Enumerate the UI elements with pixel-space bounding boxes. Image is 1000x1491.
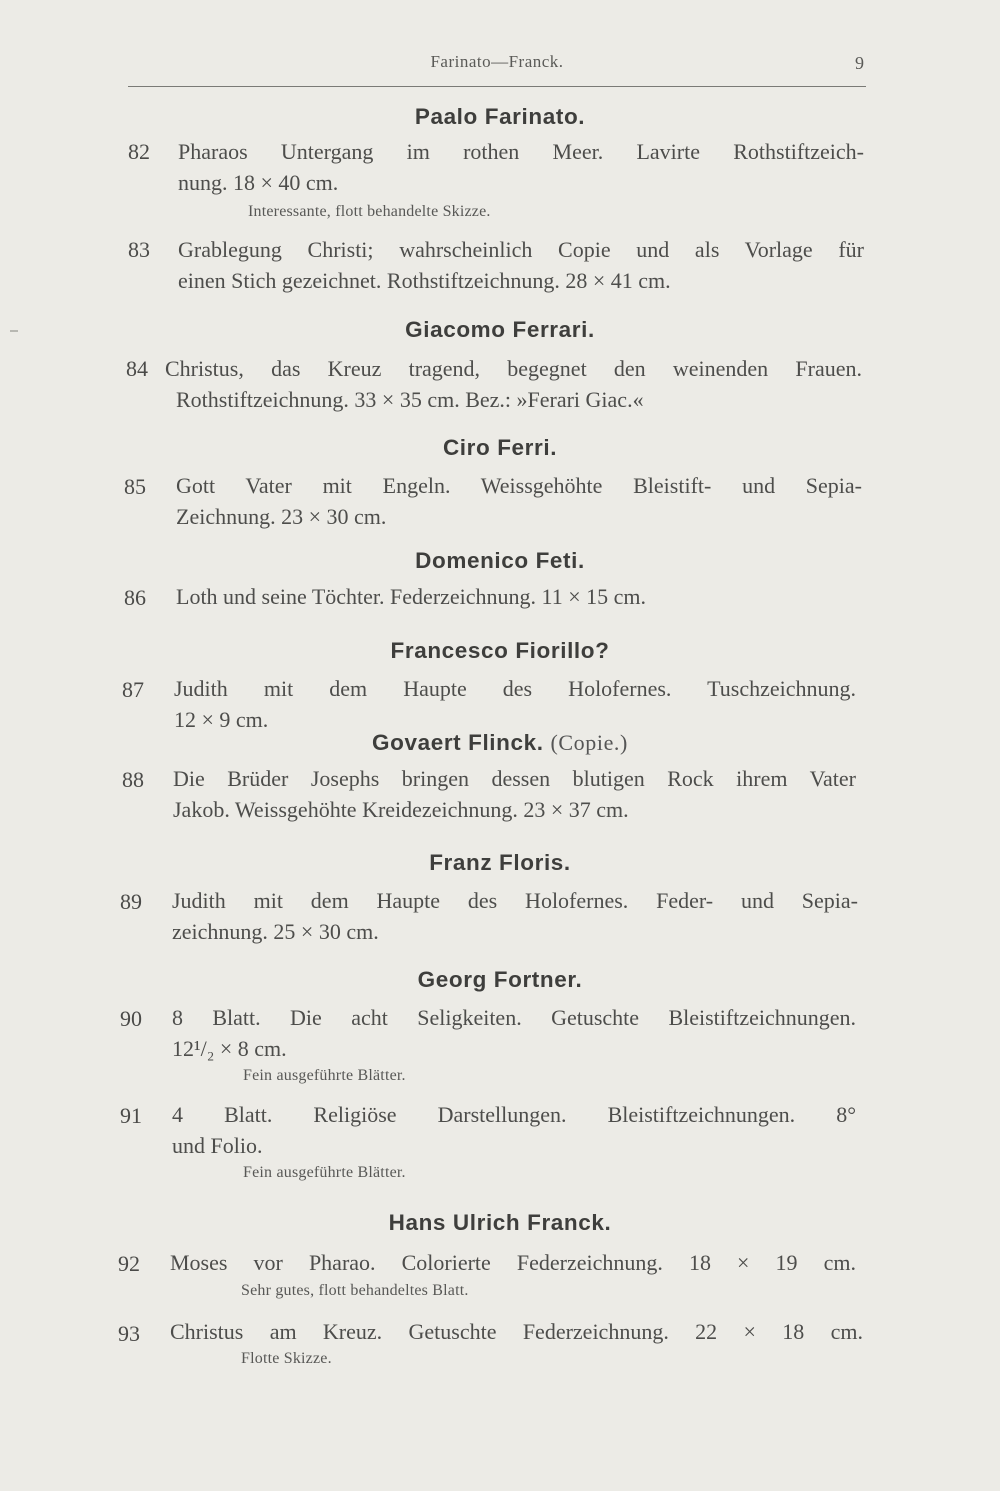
entry-text-line: Zeichnung. 23 × 30 cm. (176, 504, 387, 529)
artist-heading: Paalo Farinato. (414, 104, 586, 129)
entry-text-line: 12 × 9 cm. (174, 707, 269, 732)
entry-text-line: Gott Vater mit Engeln. Weissgehöhte Bleistift- und Sepia- (176, 473, 862, 498)
entry-number: 91 (120, 1103, 142, 1128)
entry-remark: Interessante, flott behandelte Skizze. (248, 203, 491, 220)
entry-number: 89 (120, 889, 142, 914)
entry-text-line: Grablegung Christi; wahrscheinlich Copie und als Vorlage für (178, 237, 864, 262)
entry-text-line: Judith mit dem Haupte des Holofernes. Feder- und Sepia- (172, 888, 858, 913)
entry-text-line: einen Stich gezeichnet. Rothstiftzeichnung. 28 × 41 cm. (178, 268, 671, 293)
entry-text-line: Moses vor Pharao. Colorierte Federzeichnung. 18 × 19 cm. (170, 1250, 856, 1275)
artist-heading: Domenico Feti. (415, 548, 585, 573)
entry-remark: Fein ausgeführte Blätter. (243, 1164, 406, 1181)
entry-number: 87 (122, 677, 144, 702)
artist-name: Govaert Flinck. (372, 730, 544, 755)
artist-heading: Giacomo Ferrari. (405, 317, 595, 342)
artist-heading: Georg Fortner. (417, 967, 583, 992)
artist-heading: Francesco Fiorillo? (390, 638, 610, 663)
artist-heading: Hans Ulrich Franck. (388, 1210, 612, 1235)
running-title: Farinato—Franck. (430, 52, 564, 71)
entry-text-line: Judith mit dem Haupte des Holofernes. Tuschzeichnung. (174, 676, 856, 701)
entry-text-line: zeichnung. 25 × 30 cm. (172, 919, 379, 944)
page-header (128, 52, 866, 87)
entry-number: 83 (128, 237, 150, 262)
entry-number: 82 (128, 139, 150, 164)
entry-text-line: 8 Blatt. Die acht Seligkeiten. Getuschte Bleistiftzeichnungen. (172, 1005, 856, 1030)
entry-number: 85 (124, 474, 146, 499)
entry-text-line: Loth und seine Töchter. Federzeichnung. 11 × 15 cm. (176, 584, 647, 609)
entry-number: 90 (120, 1006, 142, 1031)
entry-number: 84 (126, 356, 148, 381)
entry-number: 93 (118, 1321, 140, 1346)
entry-text-line: Rothstiftzeichnung. 33 × 35 cm. Bez.: »Ferari Giac.« (176, 387, 644, 412)
entry-number: 86 (124, 585, 146, 610)
entry-remark: Flotte Skizze. (241, 1350, 332, 1367)
entry-text-line: und Folio. (172, 1133, 263, 1158)
entry-number: 88 (122, 767, 144, 792)
artist-heading (0, 730, 1000, 756)
entry-text-line: Pharaos Untergang im rothen Meer. Lavirte Rothstiftzeich- (178, 139, 864, 164)
entry-number: 92 (118, 1251, 140, 1276)
page-number: 9 (855, 53, 864, 73)
entry-text-line: 4 Blatt. Religiöse Darstellungen. Bleistiftzeichnungen. 8° (172, 1102, 856, 1127)
entry-text-line: Christus, das Kreuz tragend, begegnet den weinenden Frauen. (165, 356, 862, 381)
entry-text-line: nung. 18 × 40 cm. (178, 170, 339, 195)
entry-text-line: Jakob. Weissgehöhte Kreidezeichnung. 23 × 37 cm. (173, 797, 629, 822)
entry-text-line: Die Brüder Josephs bringen dessen blutigen Rock ihrem Vater (173, 766, 856, 791)
artist-heading: Ciro Ferri. (442, 435, 558, 460)
artist-heading: Franz Floris. (429, 850, 571, 875)
entry-remark: Fein ausgeführte Blätter. (243, 1067, 406, 1084)
entry-text-line: 12¹/₂ × 8 cm. (172, 1036, 287, 1061)
entry-remark: Sehr gutes, flott behandeltes Blatt. (241, 1282, 469, 1299)
artist-note: (Copie.) (550, 730, 628, 755)
entry-text-line: Christus am Kreuz. Getuschte Federzeichnung. 22 × 18 cm. (170, 1319, 863, 1344)
